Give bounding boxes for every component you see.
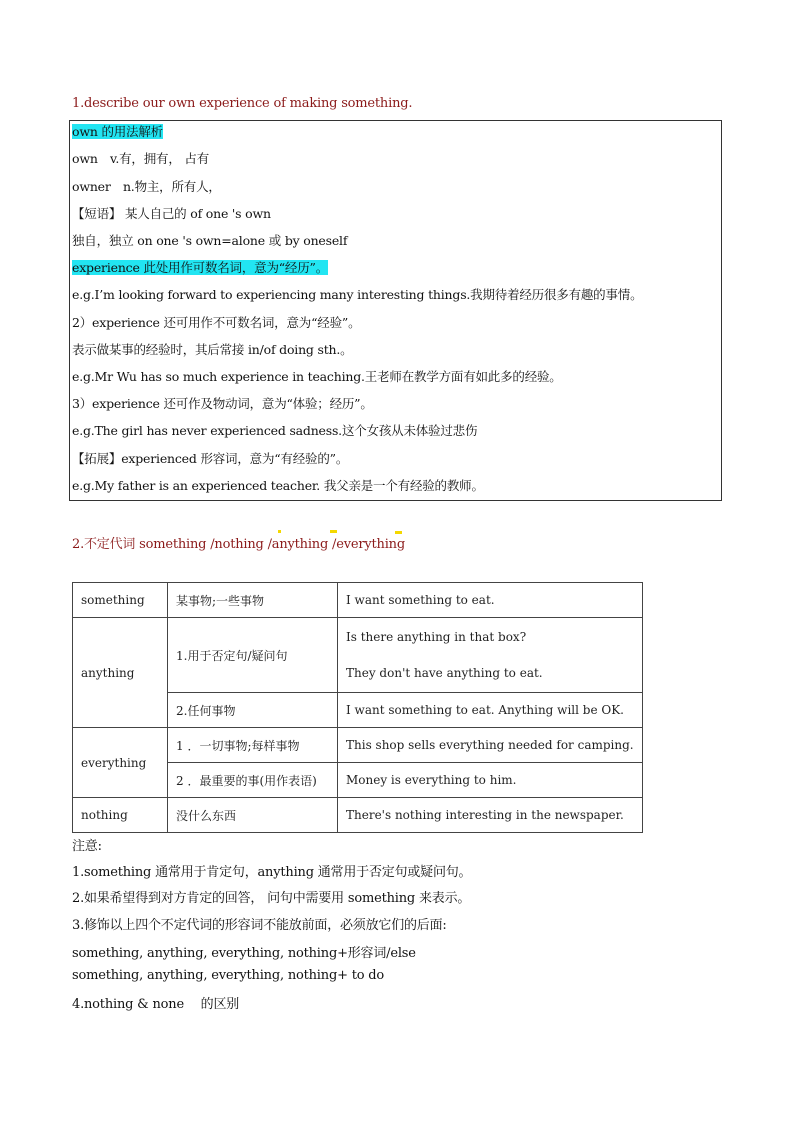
table-cell-word: something	[73, 583, 168, 618]
note-line: something, anything, everything, nothing+形容词/else	[72, 946, 416, 961]
table-cell-example: This shop sells everything needed for camping.	[338, 728, 643, 763]
box-line	[72, 258, 328, 276]
indefinite-pronoun-table	[72, 582, 643, 833]
table-cell-word: everything	[73, 728, 168, 798]
table-cell-example	[338, 618, 643, 693]
box-line: e.g.I’m looking forward to experiencing many interesting things.我期待着经历很多有趣的事情。	[72, 287, 643, 302]
example-sentence: Is there anything in that box?	[346, 630, 527, 644]
table-cell-example: Money is everything to him.	[338, 763, 643, 798]
box-line: 表示做某事的经验时，其后常接 in/of doing sth.。	[72, 342, 353, 357]
table-cell-example: I want something to eat.	[338, 583, 643, 618]
box-line	[72, 122, 163, 140]
box-line: e.g.The girl has never experienced sadness.这个女孩从未体验过悲伤	[72, 423, 478, 438]
table-cell-meaning: 1.用于否定句/疑问句	[168, 618, 338, 693]
example-sentence: They don't have anything to eat.	[346, 666, 543, 680]
table-row	[73, 728, 643, 763]
box-line: e.g.Mr Wu has so much experience in teaching.王老师在教学方面有如此多的经验。	[72, 369, 562, 384]
box-line: 2）experience 还可用作不可数名词，意为“经验”。	[72, 315, 361, 330]
table-cell-word: anything	[73, 618, 168, 728]
table-row	[73, 798, 643, 833]
table-cell-meaning: 2.任何事物	[168, 693, 338, 728]
notes-title: 注意:	[72, 839, 102, 854]
table-cell-word: nothing	[73, 798, 168, 833]
section-heading-1: 1.describe our own experience of making something.	[72, 96, 413, 111]
table-row	[73, 618, 643, 693]
own-usage-box	[69, 120, 722, 501]
note-line: 1.something 通常用于肯定句，anything 通常用于否定句或疑问句。	[72, 865, 472, 880]
box-line: owner n.物主，所有人，	[72, 179, 221, 194]
note-line: something, anything, everything, nothing+ to do	[72, 968, 385, 983]
table-cell-meaning: 1 ．一切事物;每样事物	[168, 728, 338, 763]
box-line: 独自，独立 on one 's own=alone 或 by oneself	[72, 233, 348, 248]
table-cell-example: I want something to eat. Anything will be OK.	[338, 693, 643, 728]
table-cell-meaning: 2 ．最重要的事(用作表语)	[168, 763, 338, 798]
table-cell-example: There's nothing interesting in the newspaper.	[338, 798, 643, 833]
table-row	[73, 583, 643, 618]
box-line: 【拓展】experienced 形容词，意为“有经验的”。	[72, 451, 349, 466]
box-line: 【短语】 某人自己的 of one 's own	[72, 206, 271, 221]
table-cell-meaning: 没什么东西	[168, 798, 338, 833]
note-line: 4.nothing & none 的区别	[72, 997, 240, 1012]
highlight-text: own 的用法解析	[72, 124, 163, 139]
highlight-text: experience 此处用作可数名词，意为“经历”。	[72, 260, 329, 275]
note-line: 3.修饰以上四个不定代词的形容词不能放前面，必须放它们的后面:	[72, 918, 447, 933]
table-cell-meaning: 某事物;一些事物	[168, 583, 338, 618]
box-line: e.g.My father is an experienced teacher. 我父亲是一个有经验的教师。	[72, 478, 484, 493]
box-line: 3）experience 还可作及物动词，意为“体验；经历”。	[72, 396, 373, 411]
note-line: 2.如果希望得到对方肯定的回答， 问句中需要用 something 来表示。	[72, 891, 471, 906]
section-heading-2: 2.不定代词 something /nothing /anything /everything	[72, 537, 405, 552]
box-line: own v.有，拥有， 占有	[72, 151, 210, 166]
